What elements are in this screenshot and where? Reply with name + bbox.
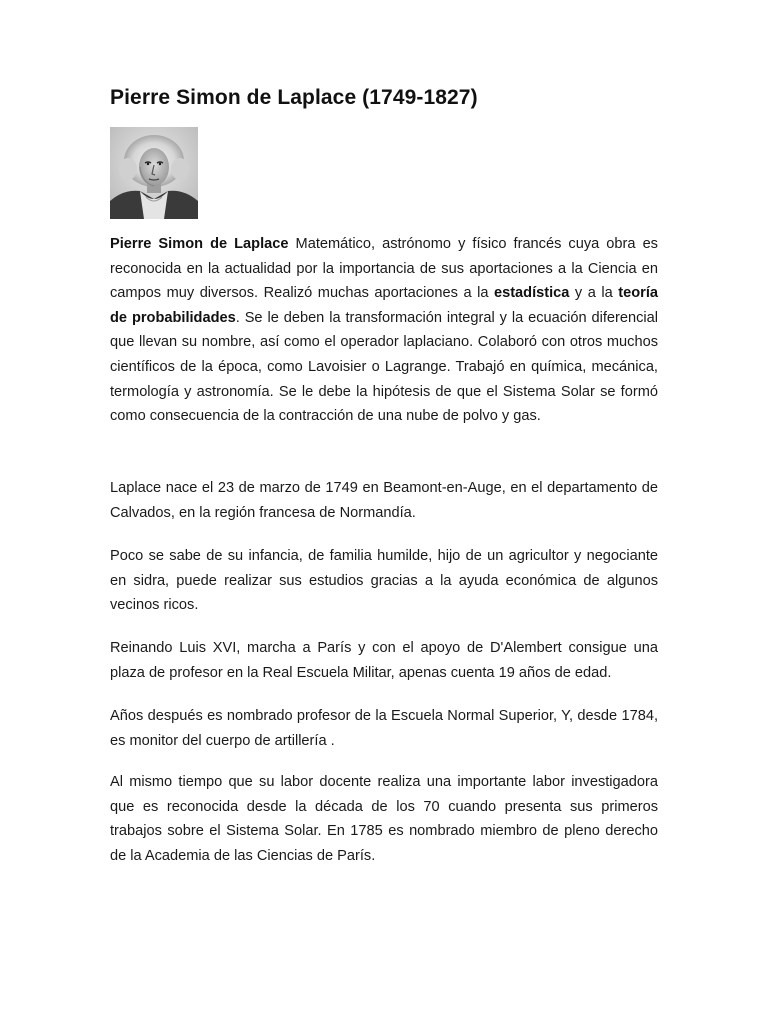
intro-text-b: y a la [569,285,619,302]
page-title: Pierre Simon de Laplace (1749-1827) [110,86,478,109]
portrait-image [110,127,198,219]
portrait-engraving-icon [110,127,198,219]
paragraph-paris: Reinando Luis XVI, marcha a París y con el apoyo de D'Alembert consigue una plaza de profesor en la Real Escuela Militar, apenas cuenta 19 años de edad. [110,640,658,681]
paragraph-birth: Laplace nace el 23 de marzo de 1749 en Beamont-en-Auge, en el departamento de Calvados, en la región francesa de Normandía. [110,480,658,521]
paragraph-research: Al mismo tiempo que su labor docente realiza una importante labor investigadora que es reconocida desde la década de los 70 cuando presenta sus primeros trabajos sobre el Sistema Solar. En 1785 es nombrado miembro de pleno derecho de la Academia de las Ciencias de París. [110,774,658,864]
subject-name: Pierre Simon de Laplace [110,236,289,252]
paragraph-normal-school: Años después es nombrado profesor de la Escuela Normal Superior, Y, desde 1784, es monitor del cuerpo de artillería . [110,708,658,749]
keyword-statistics: estadística [493,285,570,302]
paragraph-childhood: Poco se sabe de su infancia, de familia humilde, hijo de un agricultor y negociante en sidra, puede realizar sus estudios gracias a la ayuda económica de algunos vecinos ricos. [110,548,658,614]
intro-text-c: . Se le deben la transformación integral y la ecuación diferencial que llevan su nombre, así como el operador laplaciano. Colaboró con otros muchos científicos de la época, como Lavoisier o Lagrange. Trabajó en química, mecánica, termología y astronomía. Se le debe la hipótesis de que el Sistema Solar se formó como consecuencia de la contracción de una nube de polvo y gas. [110,309,658,425]
intro-text-a: Matemático, astrónomo y físico francés cuya obra es reconocida en la actualidad por la importancia de sus aportaciones a la Ciencia en campos muy diversos. Realizó muchas aportaciones a la [110,236,658,302]
paragraph-intro [110,232,658,429]
keyword-probability-theory: teoría de probabilidades [110,285,658,326]
